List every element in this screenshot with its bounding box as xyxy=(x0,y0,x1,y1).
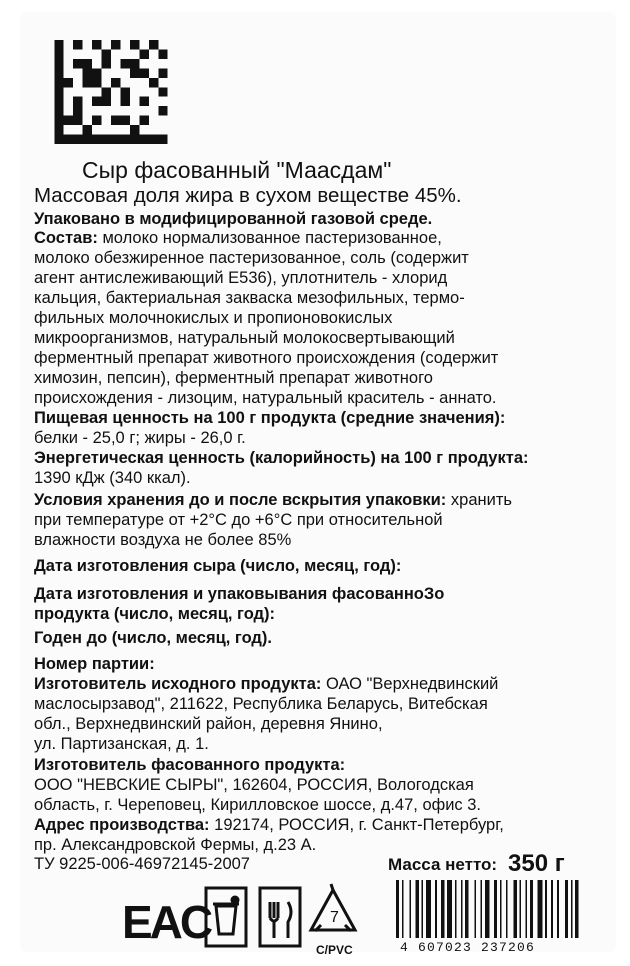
eac-mark-icon xyxy=(122,896,212,948)
tech-spec: ТУ 9225-006-46972145-2007 xyxy=(34,855,250,873)
packer-label: Изготовитель фасованного продукта: xyxy=(34,756,346,774)
manufacturer-line: ул. Партизанская, д. 1. xyxy=(34,735,209,753)
address-line: пр. Александровской Фермы, д.23 А. xyxy=(34,836,317,854)
address-label: Адрес производства: xyxy=(34,816,210,834)
composition-line: Состав: молоко нормализованное пастеризованное, xyxy=(34,229,442,247)
composition-line: кальция, бактериальная закваска мезофильных, термо- xyxy=(34,289,465,307)
packing-date-label: продукта (число, месяц, год): xyxy=(34,605,276,623)
composition-line: химозин, пепсин), ферментный препарат животного xyxy=(34,369,433,387)
storage-line: при температуре от +2°С до +6°С при относительной xyxy=(34,511,443,529)
composition-line: происхождения - лизоцим, натуральный краситель - аннато. xyxy=(34,389,497,407)
recycle-code: С/PVC xyxy=(316,943,353,957)
fat-content: Массовая доля жира в сухом веществе 45%. xyxy=(34,184,462,207)
energy-value: 1390 кДж (340 ккал). xyxy=(34,469,191,487)
barcode-digits: 4 607023 237206 xyxy=(400,940,536,955)
composition-line: агент антислеживающий Е536), уплотнитель - хлорид xyxy=(34,269,448,287)
packer-line: ООО "НЕВСКИЕ СЫРЫ", 162604, РОССИЯ, Вологодская xyxy=(34,776,474,794)
product-title: Сыр фасованный "Маасдам" xyxy=(82,157,392,183)
storage-label: Условия хранения до и после вскрытия упаковки: xyxy=(34,491,447,509)
manufacturer-line: обл., Верхнедвинский район, деревня Янино, xyxy=(34,715,383,733)
svg-text:EAC: EAC xyxy=(122,896,211,948)
composition-label: Состав: xyxy=(34,229,98,247)
net-weight-value: 350 г xyxy=(508,850,565,877)
food-safe-icon xyxy=(260,888,300,946)
storage-line: Условия хранения до и после вскрытия упаковки: хранить xyxy=(34,491,512,509)
address-line: Адрес производства: 192174, РОССИЯ, г. Санкт-Петербург, xyxy=(34,816,504,834)
net-weight-label: Масса нетто: xyxy=(388,855,498,874)
cheese-date-label: Дата изготовления сыра (число, месяц, год): xyxy=(34,557,402,575)
composition-line: микроорганизмов, натуральный молокосвертывающий xyxy=(34,329,455,347)
energy-label: Энергетическая ценность (калорийность) на 100 г продукта: xyxy=(34,449,529,467)
composition-line: ферментный препарат животного происхождения (содержит xyxy=(34,349,499,367)
manufacturer-line: маслосырзавод", 211622, Республика Беларусь, Витебская xyxy=(34,695,488,713)
storage-line: влажности воздуха не более 85% xyxy=(34,531,292,549)
packer-line: область, г. Череповец, Кирилловское шоссе, д.47, офис 3. xyxy=(34,796,482,814)
composition-line: молоко обезжиренное пастеризованное, соль (содержит xyxy=(34,249,469,267)
packaging-note: Упаковано в модифицированной газовой среде. xyxy=(34,210,433,228)
packing-date-label: Дата изготовления и упаковывания фасованноЗо xyxy=(34,585,445,603)
manufacturer-line: Изготовитель исходного продукта: ОАО "Верхнедвинский xyxy=(34,675,499,693)
batch-label: Номер партии: xyxy=(34,655,155,673)
recycle-number: 7 xyxy=(330,909,339,926)
nutrition-value: белки - 25,0 г; жиры - 26,0 г. xyxy=(34,429,246,447)
best-before-label: Годен до (число, месяц, год). xyxy=(34,629,272,647)
composition-line: фильных молочнокислых и пропионовокислых xyxy=(34,309,393,327)
nutrition-label: Пищевая ценность на 100 г продукта (средние значения): xyxy=(34,409,506,427)
datamatrix-code xyxy=(54,40,168,144)
manufacturer-label: Изготовитель исходного продукта: xyxy=(34,675,322,693)
certification-icons xyxy=(118,880,378,960)
trash-bin-icon xyxy=(206,888,246,946)
barcode xyxy=(392,880,610,940)
